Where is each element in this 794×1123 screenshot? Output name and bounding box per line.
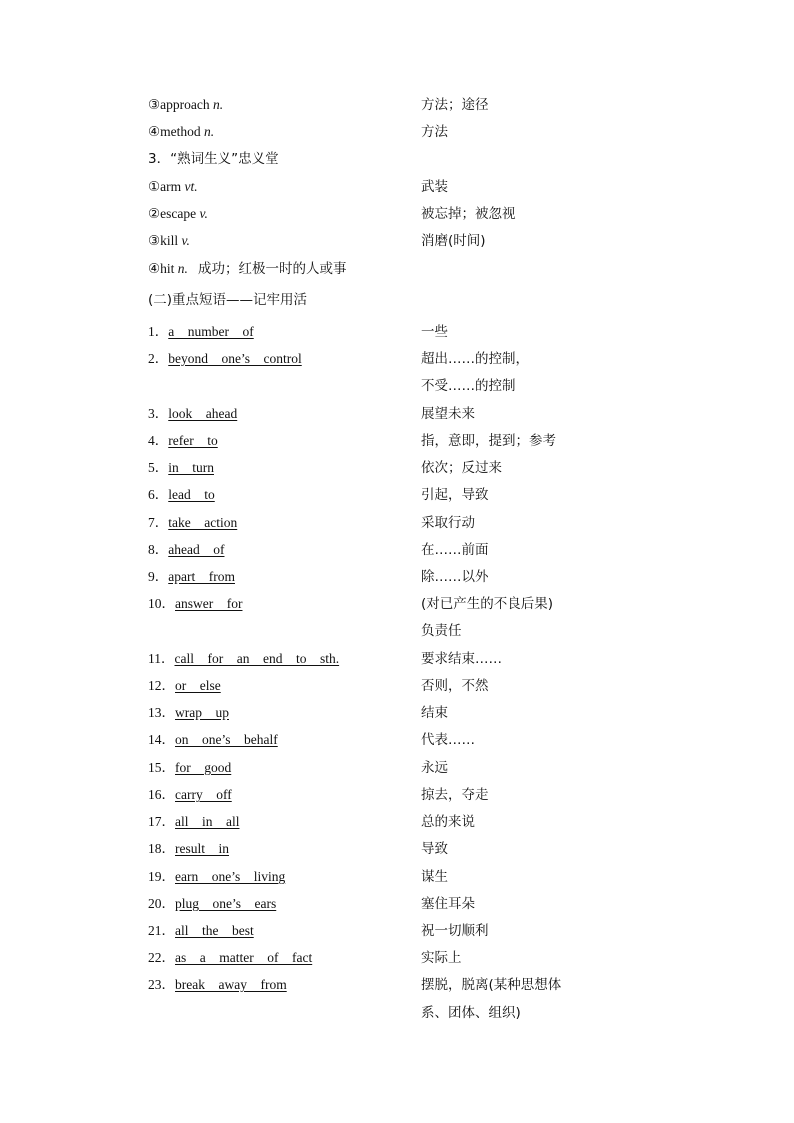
meaning: 武装 [421,179,448,195]
phrase: answer for [175,596,243,611]
meaning: 塞住耳朵 [421,896,475,912]
item-number: 23． [148,977,175,992]
item-number: ③ [148,97,161,112]
item-number: 2． [148,351,169,366]
item-number: 18． [148,841,175,856]
phrase: plug one’s ears [175,896,277,911]
item-number: 3． [148,406,169,421]
phrase: as a matter of fact [175,950,313,965]
phrase: carry off [175,787,232,802]
meaning: 总的来说 [421,814,475,830]
meaning-continued: 系、团体、组织) [421,1005,521,1021]
phrase: a number of [168,324,254,339]
item-number: ③ [148,233,161,248]
meaning: 在……前面 [421,542,489,558]
meaning: 祝一切顺利 [421,923,489,939]
item-number: 7． [148,515,169,530]
phrase: look ahead [168,406,238,421]
item-number: 21． [148,923,175,938]
meaning: 除……以外 [421,569,489,585]
phrase: apart from [168,569,235,584]
meaning: 成功；红极一时的人或事 [198,261,347,277]
item-number: 13． [148,705,175,720]
item-number: 12． [148,678,175,693]
meaning: 采取行动 [421,515,475,531]
meaning: 谋生 [421,869,448,885]
meaning: (对已产生的不良后果) [421,596,554,612]
phrase: all in all [175,814,240,829]
item-number: ④ [148,261,161,276]
word: escape [160,206,197,221]
meaning: 方法；途径 [421,97,489,113]
phrase: all the best [175,923,254,938]
phrase: break away from [175,977,287,992]
meaning: 超出……的控制， [421,351,529,367]
meaning: 结束 [421,705,448,721]
item-number: 17． [148,814,175,829]
word: kill [160,233,179,248]
item-number: 11． [148,651,175,666]
meaning: 代表…… [421,732,475,748]
item-number: ② [148,206,161,221]
item-number: 22． [148,950,175,965]
meaning-continued: 负责任 [421,623,462,639]
item-number: 10． [148,596,175,611]
item-number: 20． [148,896,175,911]
item-number: 1． [148,324,169,339]
item-number: 6． [148,487,169,502]
item-number: 14． [148,732,175,747]
word: approach [160,97,210,112]
phrase: earn one’s living [175,869,286,884]
part-of-speech: n. [203,124,215,139]
meaning: 摆脱，脱离(某种思想体 [421,977,562,993]
part-of-speech: n. [177,261,188,276]
meaning: 否则，不然 [421,678,489,694]
part-of-speech: v. [199,206,208,221]
item-number: ④ [148,124,161,139]
phrase: take action [168,515,238,530]
part-of-speech: v. [181,233,190,248]
part-of-speech: n. [212,97,224,112]
phrase: wrap up [175,705,229,720]
phrase: for good [175,760,232,775]
section-title: (二)重点短语——记牢用活 [148,292,308,308]
phrase: ahead of [168,542,225,557]
meaning: 永远 [421,760,448,776]
section-title: 3．“熟词生义”忠义堂 [148,151,279,167]
word: hit [160,261,175,276]
meaning-continued: 不受……的控制 [421,378,516,394]
item-number: 19． [148,869,175,884]
item-number: 5． [148,460,169,475]
meaning: 掠去，夺走 [421,787,489,803]
meaning: 依次；反过来 [421,460,502,476]
meaning: 实际上 [421,950,462,966]
phrase: beyond one’s control [168,351,302,366]
meaning: 消磨(时间) [421,233,486,249]
meaning: 指，意即，提到；参考 [421,433,556,449]
item-number: 15． [148,760,175,775]
word: arm [160,179,182,194]
phrase: or else [175,678,221,693]
phrase: call for an end to sth. [174,651,340,666]
part-of-speech: vt. [184,179,198,194]
meaning: 被忘掉；被忽视 [421,206,516,222]
item-number: 8． [148,542,169,557]
item-number: 9． [148,569,169,584]
word: method [160,124,201,139]
meaning: 展望未来 [421,406,475,422]
meaning: 方法 [421,124,448,140]
phrase: lead to [168,487,215,502]
phrase: refer to [168,433,218,448]
item-number: ① [148,179,161,194]
item-number: 16． [148,787,175,802]
meaning: 导致 [421,841,448,857]
meaning: 一些 [421,324,448,340]
item-number: 4． [148,433,169,448]
phrase: on one’s behalf [175,732,278,747]
phrase: in turn [168,460,214,475]
phrase: result in [175,841,229,856]
meaning: 要求结束…… [421,651,502,667]
meaning: 引起，导致 [421,487,489,503]
